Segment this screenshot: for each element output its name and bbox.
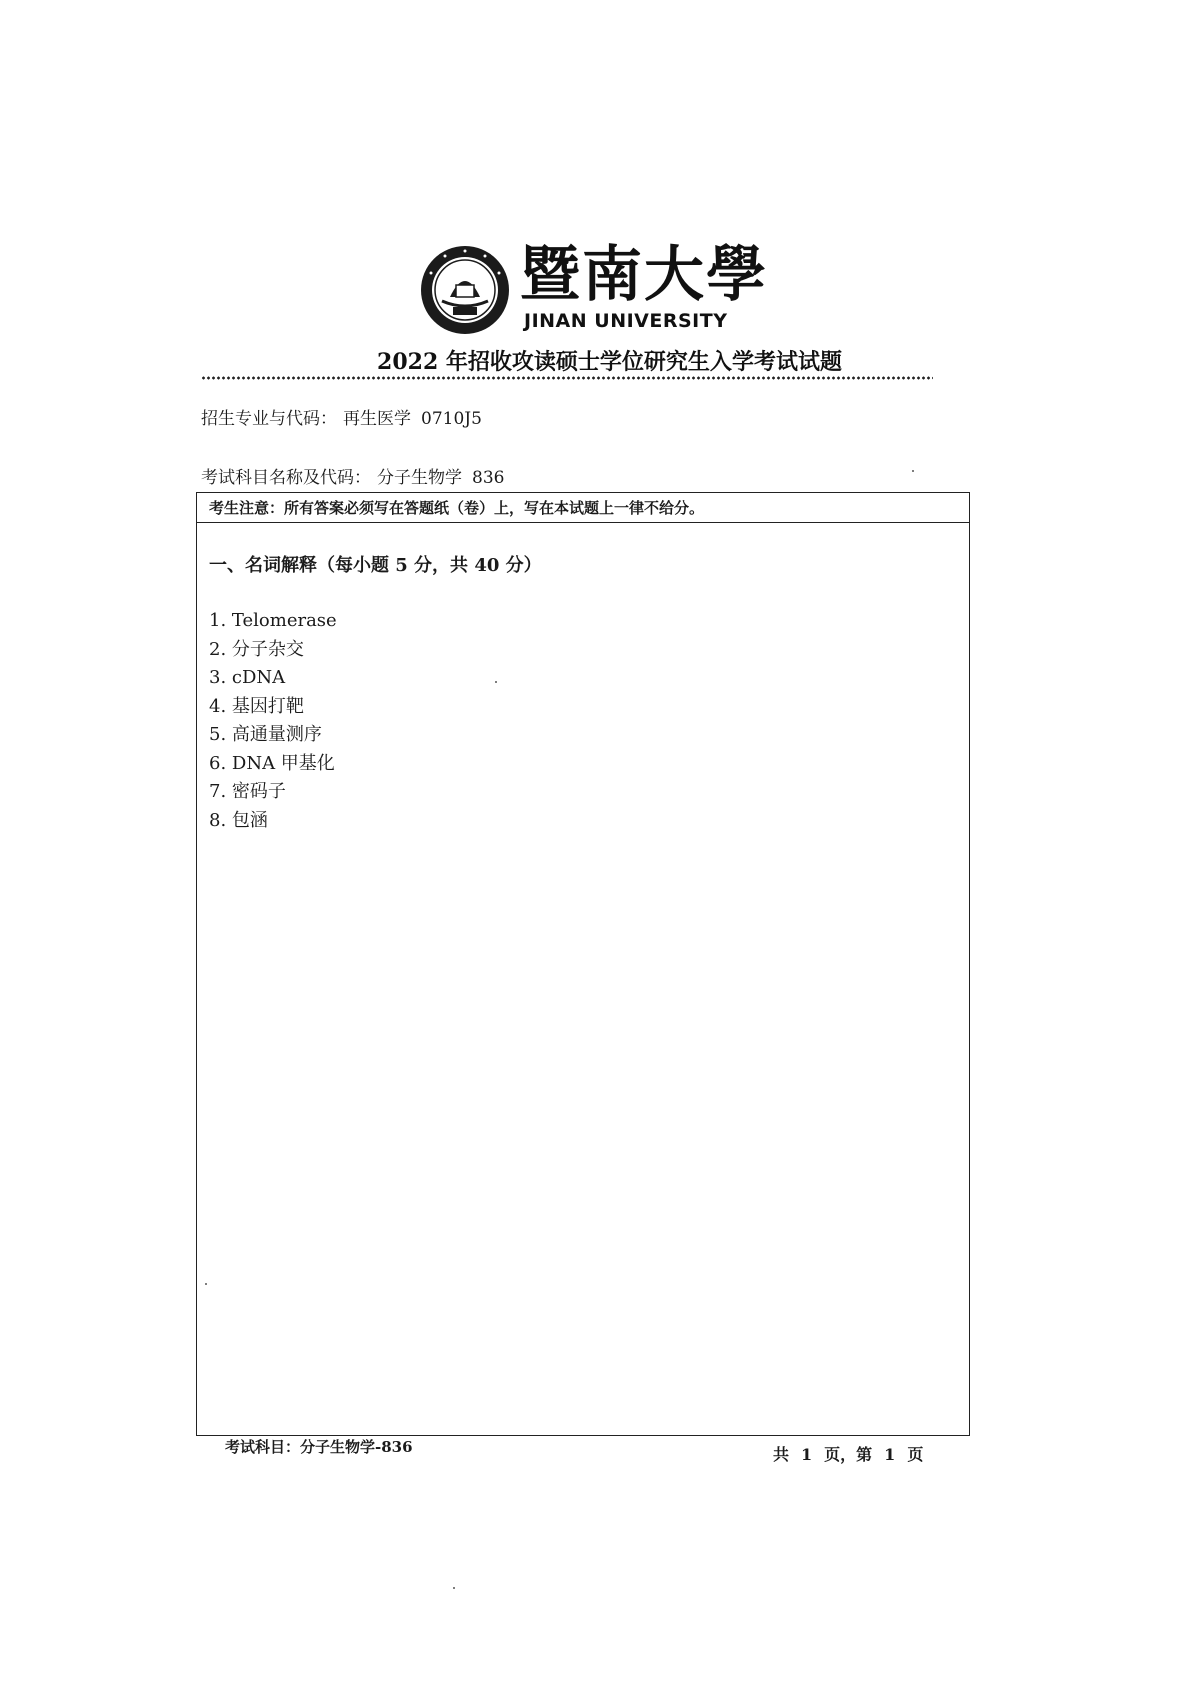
star-divider	[201, 375, 933, 385]
footer-subject: 考试科目：分子生物学-836	[225, 1438, 413, 1456]
major-label: 招生专业与代码：	[201, 409, 337, 429]
question-item: 7. 密码子	[209, 781, 286, 802]
major-code: 0710J5	[421, 409, 482, 429]
subject-name: 分子生物学	[377, 468, 462, 488]
footer-page-count	[767, 1442, 929, 1465]
exam-question-box	[196, 492, 970, 1436]
logo-english-name: JINAN UNIVERSITY	[524, 310, 728, 332]
exam-title: 2022 年招收攻读硕士学位研究生入学考试试题	[377, 349, 842, 375]
candidate-notice: 考生注意：所有答案必须写在答题纸（卷）上，写在本试题上一律不给分。	[209, 499, 705, 517]
major-line	[201, 404, 482, 429]
scan-speck	[205, 1283, 207, 1285]
question-item: 5. 高通量测序	[209, 724, 322, 745]
question-list	[209, 607, 337, 835]
subject-line	[201, 463, 504, 488]
question-item: 6. DNA 甲基化	[209, 752, 335, 774]
question-item: 3. cDNA	[209, 667, 286, 688]
question-item: 8. 包涵	[209, 809, 268, 831]
pages-prefix: 共	[773, 1445, 790, 1464]
section-title: 一、名词解释（每小题 5 分，共 40 分）	[209, 555, 542, 576]
notice-row	[197, 493, 969, 523]
pages-total: 1	[801, 1445, 813, 1464]
pages-current: 1	[884, 1445, 896, 1464]
pages-mid: 页，第	[824, 1445, 873, 1464]
scan-speck	[495, 681, 497, 683]
question-item: 1. Telomerase	[209, 610, 337, 631]
pages-suffix: 页	[907, 1445, 924, 1464]
university-seal-icon	[420, 245, 510, 335]
subject-code: 836	[472, 468, 505, 488]
subject-label: 考试科目名称及代码：	[201, 468, 371, 488]
scan-speck	[912, 470, 914, 472]
logo-chinese-name: 暨南大學	[520, 240, 768, 310]
major-name: 再生医学	[343, 409, 411, 429]
question-item: 4. 基因打靶	[209, 695, 304, 717]
question-item: 2. 分子杂交	[209, 638, 304, 660]
scan-speck	[453, 1587, 455, 1589]
university-logo	[420, 240, 768, 340]
